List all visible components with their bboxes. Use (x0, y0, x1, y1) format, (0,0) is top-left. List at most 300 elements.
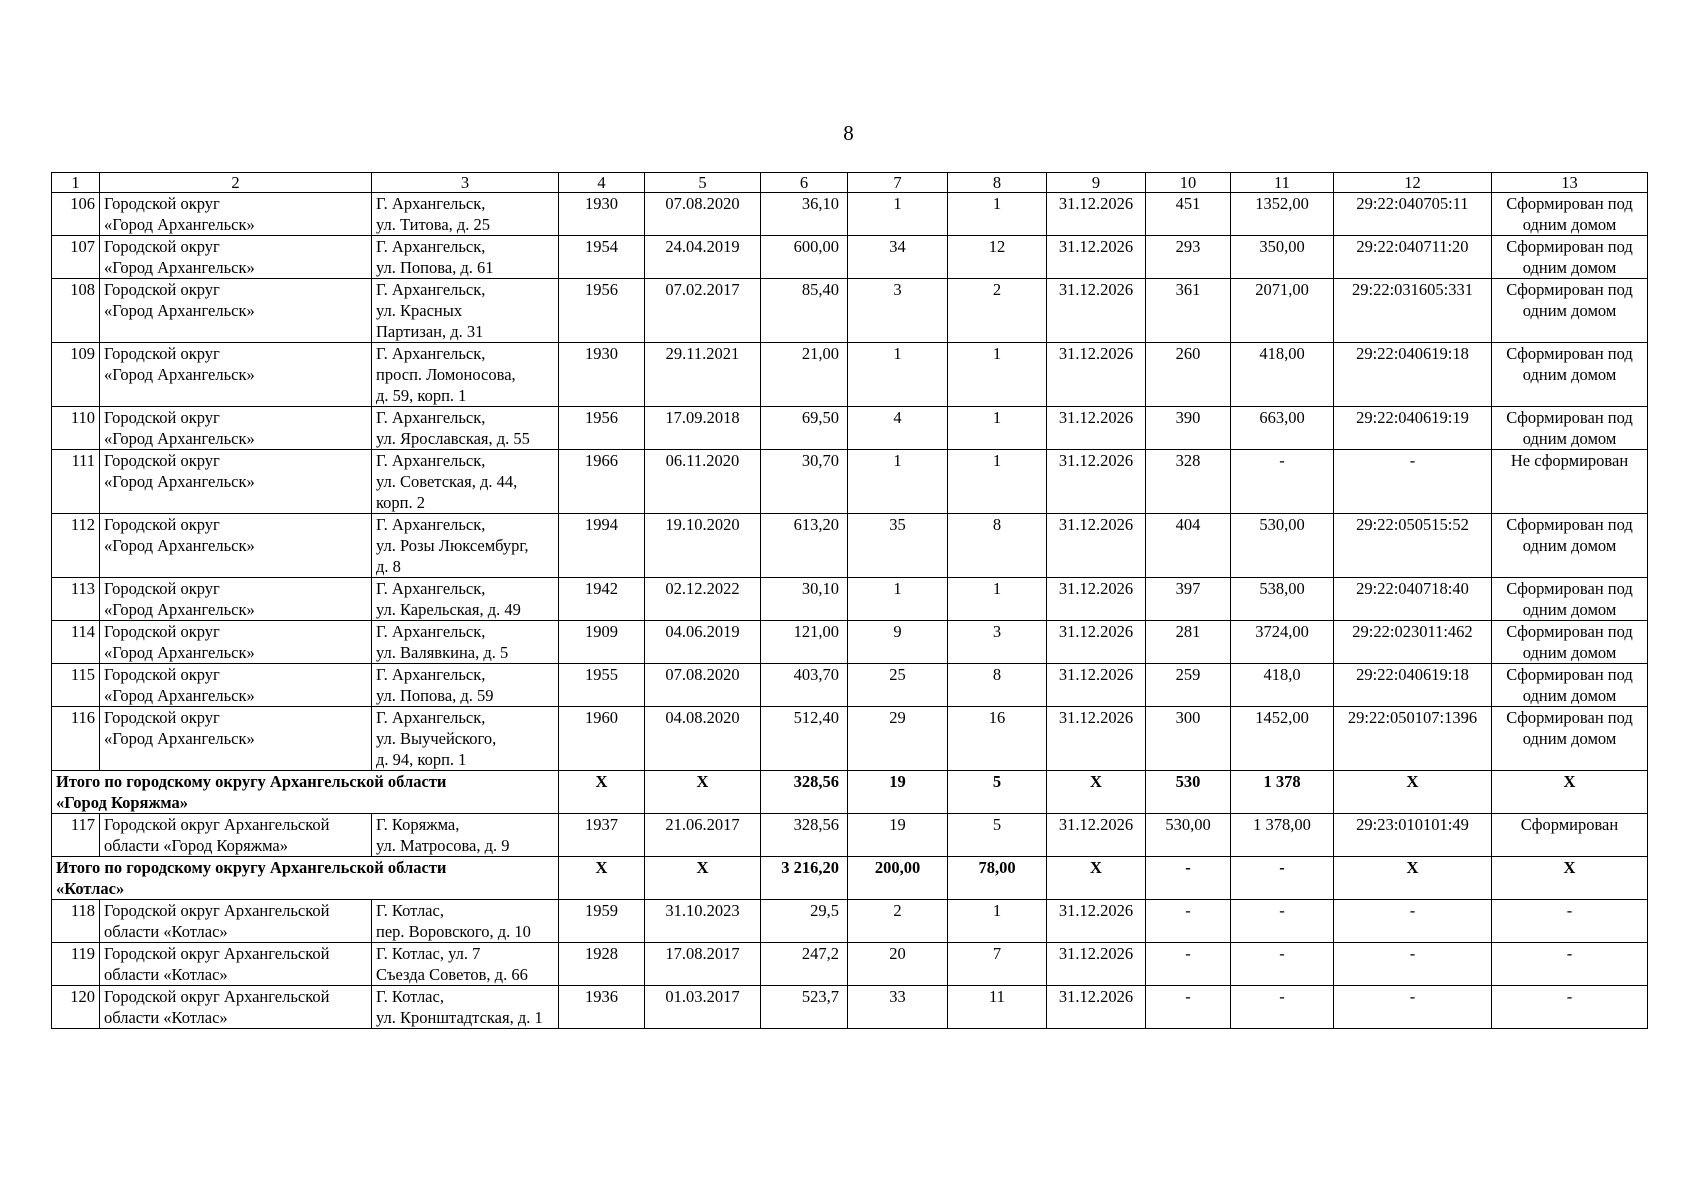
municipality-cell-line: «Город Архангельск» (104, 643, 255, 662)
column-number: 5 (645, 173, 761, 193)
area-cell: 30,10 (761, 578, 848, 621)
col7-cell: 20 (848, 943, 948, 986)
area-cell: 30,70 (761, 450, 848, 514)
column-number: 2 (100, 173, 372, 193)
col10-cell: 361 (1146, 279, 1231, 343)
cadastral-cell: 29:22:040619:18 (1334, 664, 1492, 707)
status-cell (1492, 236, 1648, 279)
col11-cell: - (1231, 857, 1334, 900)
year-cell: 1994 (559, 514, 645, 578)
deadline-cell: 31.12.2026 (1047, 279, 1146, 343)
municipality-cell-line: области «Котлас» (104, 1008, 228, 1027)
status-cell-line: Сформирован под (1506, 515, 1633, 534)
address-cell (372, 943, 559, 986)
status-cell (1492, 343, 1648, 407)
table-row (52, 621, 1648, 664)
status-cell (1492, 943, 1648, 986)
cadastral-cell: - (1334, 450, 1492, 514)
table-row (52, 450, 1648, 514)
deadline-cell: 31.12.2026 (1047, 664, 1146, 707)
col11-cell: - (1231, 450, 1334, 514)
subtotal-label-line: «Котлас» (56, 879, 125, 898)
subtotal-row (52, 857, 1648, 900)
column-number: 13 (1492, 173, 1648, 193)
municipality-cell (100, 407, 372, 450)
year-cell: 1955 (559, 664, 645, 707)
deadline-cell: 31.12.2026 (1047, 514, 1146, 578)
address-cell-line: ул. Титова, д. 25 (376, 215, 491, 234)
date-cell: 02.12.2022 (645, 578, 761, 621)
year-cell: 1954 (559, 236, 645, 279)
col8-cell: 3 (948, 621, 1047, 664)
cadastral-cell: 29:22:050107:1396 (1334, 707, 1492, 771)
municipality-cell-line: Городской округ (104, 344, 220, 363)
status-cell-line: одним домом (1522, 258, 1617, 277)
col10-cell: 451 (1146, 193, 1231, 236)
address-cell-line: Г. Архангельск, (376, 665, 486, 684)
col10-cell: 260 (1146, 343, 1231, 407)
municipality-cell-line: «Город Архангельск» (104, 429, 255, 448)
address-cell-line: Партизан, д. 31 (376, 322, 484, 341)
col8-cell: 16 (948, 707, 1047, 771)
col8-cell: 7 (948, 943, 1047, 986)
address-cell-line: Г. Архангельск, (376, 515, 486, 534)
cadastral-cell: X (1334, 771, 1492, 814)
municipality-cell (100, 943, 372, 986)
column-number: 10 (1146, 173, 1231, 193)
area-cell: 29,5 (761, 900, 848, 943)
address-cell-line: д. 8 (376, 557, 401, 576)
municipality-cell-line: Городской округ (104, 194, 220, 213)
housing-register-table (51, 172, 1648, 1029)
row-number: 118 (52, 900, 100, 943)
municipality-cell (100, 450, 372, 514)
area-cell: 512,40 (761, 707, 848, 771)
status-cell (1492, 193, 1648, 236)
col7-cell: 1 (848, 578, 948, 621)
municipality-cell-line: «Город Архангельск» (104, 472, 255, 491)
cadastral-cell: 29:22:031605:331 (1334, 279, 1492, 343)
date-cell: 04.08.2020 (645, 707, 761, 771)
col10-cell: 281 (1146, 621, 1231, 664)
year-cell: 1956 (559, 407, 645, 450)
municipality-cell (100, 279, 372, 343)
table-row (52, 814, 1648, 857)
subtotal-label-line: Итого по городскому округу Архангельской области (56, 858, 447, 877)
address-cell (372, 279, 559, 343)
municipality-cell-line: «Город Архангельск» (104, 686, 255, 705)
address-cell-line: Г. Котлас, (376, 901, 444, 920)
status-cell-line: одним домом (1522, 215, 1617, 234)
address-cell-line: Г. Архангельск, (376, 280, 486, 299)
page-number: 8 (843, 121, 854, 145)
year-cell: 1936 (559, 986, 645, 1029)
address-cell (372, 236, 559, 279)
address-cell-line: Г. Архангельск, (376, 237, 486, 256)
col8-cell: 1 (948, 450, 1047, 514)
municipality-cell-line: «Город Архангельск» (104, 215, 255, 234)
col8-cell: 8 (948, 664, 1047, 707)
area-cell: 21,00 (761, 343, 848, 407)
municipality-cell-line: Городской округ (104, 579, 220, 598)
address-cell-line: ул. Выучейского, (376, 729, 497, 748)
municipality-cell (100, 814, 372, 857)
area-cell: 85,40 (761, 279, 848, 343)
deadline-cell: 31.12.2026 (1047, 578, 1146, 621)
col10-cell: 259 (1146, 664, 1231, 707)
status-cell (1492, 621, 1648, 664)
year-cell: 1928 (559, 943, 645, 986)
table-row (52, 236, 1648, 279)
row-number: 113 (52, 578, 100, 621)
address-cell-line: ул. Розы Люксембург, (376, 536, 529, 555)
area-cell: 600,00 (761, 236, 848, 279)
col7-cell: 2 (848, 900, 948, 943)
col8-cell: 1 (948, 343, 1047, 407)
deadline-cell: 31.12.2026 (1047, 407, 1146, 450)
col8-cell: 78,00 (948, 857, 1047, 900)
col11-cell: - (1231, 943, 1334, 986)
status-cell-line: одним домом (1522, 429, 1617, 448)
col7-cell: 19 (848, 814, 948, 857)
col7-cell: 29 (848, 707, 948, 771)
municipality-cell-line: Городской округ (104, 280, 220, 299)
area-cell: 328,56 (761, 814, 848, 857)
area-cell: 121,00 (761, 621, 848, 664)
municipality-cell-line: «Город Архангельск» (104, 365, 255, 384)
municipality-cell-line: «Город Архангельск» (104, 536, 255, 555)
subtotal-label (52, 857, 559, 900)
municipality-cell-line: области «Город Коряжма» (104, 836, 288, 855)
col10-cell: - (1146, 986, 1231, 1029)
cadastral-cell: 29:23:010101:49 (1334, 814, 1492, 857)
municipality-cell-line: Городской округ Архангельской (104, 901, 330, 920)
address-cell (372, 450, 559, 514)
col11-cell: 418,0 (1231, 664, 1334, 707)
column-number-row (52, 173, 1648, 193)
date-cell: 21.06.2017 (645, 814, 761, 857)
status-cell-line: одним домом (1522, 301, 1617, 320)
table-row (52, 664, 1648, 707)
cadastral-cell: 29:22:050515:52 (1334, 514, 1492, 578)
col8-cell: 1 (948, 193, 1047, 236)
year-cell: 1956 (559, 279, 645, 343)
col11-cell: 2071,00 (1231, 279, 1334, 343)
table-row (52, 900, 1648, 943)
municipality-cell-line: Городской округ Архангельской (104, 944, 330, 963)
address-cell-line: Съезда Советов, д. 66 (376, 965, 528, 984)
column-number: 12 (1334, 173, 1492, 193)
deadline-cell: 31.12.2026 (1047, 193, 1146, 236)
col10-cell: - (1146, 857, 1231, 900)
row-number: 117 (52, 814, 100, 857)
col10-cell: - (1146, 900, 1231, 943)
table-row (52, 578, 1648, 621)
municipality-cell (100, 343, 372, 407)
municipality-cell (100, 621, 372, 664)
date-cell: 07.08.2020 (645, 193, 761, 236)
status-cell-line: одним домом (1522, 729, 1617, 748)
col11-cell: 1452,00 (1231, 707, 1334, 771)
col10-cell: 404 (1146, 514, 1231, 578)
status-cell-line: одним домом (1522, 643, 1617, 662)
cadastral-cell: X (1334, 857, 1492, 900)
address-cell-line: ул. Карельская, д. 49 (376, 600, 521, 619)
cadastral-cell: 29:22:040619:18 (1334, 343, 1492, 407)
subtotal-label-line: «Город Коряжма» (56, 793, 189, 812)
deadline-cell: 31.12.2026 (1047, 343, 1146, 407)
cadastral-cell: - (1334, 900, 1492, 943)
municipality-cell-line: «Город Архангельск» (104, 600, 255, 619)
status-cell-line: одним домом (1522, 686, 1617, 705)
col10-cell: 293 (1146, 236, 1231, 279)
status-cell-line: - (1566, 901, 1573, 920)
status-cell (1492, 578, 1648, 621)
col11-cell: 1352,00 (1231, 193, 1334, 236)
cadastral-cell: 29:22:040718:40 (1334, 578, 1492, 621)
table-row (52, 986, 1648, 1029)
col8-cell: 12 (948, 236, 1047, 279)
date-cell: X (645, 857, 761, 900)
municipality-cell-line: «Город Архангельск» (104, 258, 255, 277)
address-cell (372, 986, 559, 1029)
col7-cell: 1 (848, 193, 948, 236)
table-row (52, 343, 1648, 407)
address-cell-line: пер. Воровского, д. 10 (376, 922, 531, 941)
subtotal-label (52, 771, 559, 814)
municipality-cell-line: области «Котлас» (104, 965, 228, 984)
row-number: 120 (52, 986, 100, 1029)
col10-cell: - (1146, 943, 1231, 986)
column-number: 4 (559, 173, 645, 193)
cadastral-cell: 29:22:040705:11 (1334, 193, 1492, 236)
col8-cell: 11 (948, 986, 1047, 1029)
municipality-cell-line: Городской округ Архангельской (104, 815, 330, 834)
municipality-cell (100, 707, 372, 771)
year-cell: 1937 (559, 814, 645, 857)
municipality-cell-line: Городской округ (104, 408, 220, 427)
deadline-cell: 31.12.2026 (1047, 814, 1146, 857)
column-number: 9 (1047, 173, 1146, 193)
status-cell-line: Сформирован под (1506, 280, 1633, 299)
date-cell: 17.08.2017 (645, 943, 761, 986)
address-cell-line: ул. Советская, д. 44, (376, 472, 518, 491)
municipality-cell (100, 578, 372, 621)
address-cell (372, 514, 559, 578)
address-cell (372, 578, 559, 621)
col8-cell: 8 (948, 514, 1047, 578)
address-cell-line: д. 59, корп. 1 (376, 386, 467, 405)
col7-cell: 33 (848, 986, 948, 1029)
municipality-cell-line: области «Котлас» (104, 922, 228, 941)
municipality-cell (100, 236, 372, 279)
date-cell: 04.06.2019 (645, 621, 761, 664)
subtotal-label-line: Итого по городскому округу Архангельской области (56, 772, 447, 791)
row-number: 112 (52, 514, 100, 578)
address-cell (372, 664, 559, 707)
address-cell-line: Г. Котлас, ул. 7 (376, 944, 481, 963)
col10-cell: 300 (1146, 707, 1231, 771)
address-cell-line: Г. Архангельск, (376, 408, 486, 427)
col10-cell: 390 (1146, 407, 1231, 450)
col7-cell: 1 (848, 450, 948, 514)
address-cell-line: Г. Архангельск, (376, 579, 486, 598)
address-cell-line: Г. Коряжма, (376, 815, 460, 834)
col11-cell: 1 378,00 (1231, 814, 1334, 857)
address-cell-line: Г. Архангельск, (376, 194, 486, 213)
deadline-cell: 31.12.2026 (1047, 450, 1146, 514)
address-cell-line: Г. Архангельск, (376, 622, 486, 641)
date-cell: 07.08.2020 (645, 664, 761, 707)
date-cell: 01.03.2017 (645, 986, 761, 1029)
row-number: 111 (52, 450, 100, 514)
area-cell: 403,70 (761, 664, 848, 707)
row-number: 109 (52, 343, 100, 407)
row-number: 108 (52, 279, 100, 343)
address-cell (372, 814, 559, 857)
status-cell-line: Сформирован под (1506, 622, 1633, 641)
status-cell (1492, 857, 1648, 900)
municipality-cell-line: Городской округ (104, 451, 220, 470)
cadastral-cell: 29:22:040619:19 (1334, 407, 1492, 450)
row-number: 106 (52, 193, 100, 236)
municipality-cell (100, 986, 372, 1029)
municipality-cell (100, 664, 372, 707)
status-cell (1492, 771, 1648, 814)
col10-cell: 328 (1146, 450, 1231, 514)
col7-cell: 200,00 (848, 857, 948, 900)
address-cell (372, 900, 559, 943)
col8-cell: 1 (948, 407, 1047, 450)
deadline-cell: 31.12.2026 (1047, 900, 1146, 943)
deadline-cell: 31.12.2026 (1047, 621, 1146, 664)
col7-cell: 25 (848, 664, 948, 707)
municipality-cell-line: «Город Архангельск» (104, 729, 255, 748)
col7-cell: 1 (848, 343, 948, 407)
municipality-cell-line: Городской округ (104, 708, 220, 727)
municipality-cell-line: Городской округ (104, 237, 220, 256)
municipality-cell (100, 900, 372, 943)
address-cell-line: Г. Котлас, (376, 987, 444, 1006)
year-cell: 1960 (559, 707, 645, 771)
date-cell: 31.10.2023 (645, 900, 761, 943)
status-cell-line: Сформирован под (1506, 237, 1633, 256)
column-number: 8 (948, 173, 1047, 193)
status-cell-line: - (1566, 944, 1573, 963)
status-cell (1492, 514, 1648, 578)
address-cell-line: ул. Красных (376, 301, 463, 320)
year-cell: 1930 (559, 193, 645, 236)
year-cell: 1942 (559, 578, 645, 621)
col7-cell: 35 (848, 514, 948, 578)
table-row (52, 707, 1648, 771)
col11-cell: - (1231, 900, 1334, 943)
municipality-cell (100, 193, 372, 236)
row-number: 115 (52, 664, 100, 707)
address-cell-line: Г. Архангельск, (376, 451, 486, 470)
col7-cell: 19 (848, 771, 948, 814)
cadastral-cell: 29:22:023011:462 (1334, 621, 1492, 664)
col11-cell: 418,00 (1231, 343, 1334, 407)
row-number: 119 (52, 943, 100, 986)
area-cell: 69,50 (761, 407, 848, 450)
col8-cell: 1 (948, 578, 1047, 621)
date-cell: 17.09.2018 (645, 407, 761, 450)
col11-cell: 350,00 (1231, 236, 1334, 279)
col8-cell: 5 (948, 814, 1047, 857)
col11-cell: - (1231, 986, 1334, 1029)
address-cell (372, 193, 559, 236)
deadline-cell: X (1047, 771, 1146, 814)
address-cell-line: Г. Архангельск, (376, 708, 486, 727)
deadline-cell: 31.12.2026 (1047, 707, 1146, 771)
status-cell-line: одним домом (1522, 600, 1617, 619)
address-cell-line: ул. Попова, д. 59 (376, 686, 494, 705)
date-cell: 24.04.2019 (645, 236, 761, 279)
address-cell-line: ул. Попова, д. 61 (376, 258, 494, 277)
address-cell-line: ул. Ярославская, д. 55 (376, 429, 530, 448)
subtotal-row (52, 771, 1648, 814)
status-cell (1492, 279, 1648, 343)
table-row (52, 943, 1648, 986)
row-number: 110 (52, 407, 100, 450)
address-cell-line: корп. 2 (376, 493, 426, 512)
col10-cell: 397 (1146, 578, 1231, 621)
col11-cell: 1 378 (1231, 771, 1334, 814)
area-cell: 36,10 (761, 193, 848, 236)
status-cell-line: Сформирован под (1506, 708, 1633, 727)
col7-cell: 34 (848, 236, 948, 279)
status-cell-line: Сформирован под (1506, 194, 1633, 213)
column-number: 3 (372, 173, 559, 193)
year-cell: X (559, 771, 645, 814)
status-cell (1492, 986, 1648, 1029)
row-number: 116 (52, 707, 100, 771)
status-cell-line: X (1563, 858, 1576, 877)
col8-cell: 2 (948, 279, 1047, 343)
date-cell: 06.11.2020 (645, 450, 761, 514)
area-cell: 328,56 (761, 771, 848, 814)
address-cell (372, 707, 559, 771)
date-cell: 19.10.2020 (645, 514, 761, 578)
col11-cell: 3724,00 (1231, 621, 1334, 664)
table-row (52, 193, 1648, 236)
area-cell: 247,2 (761, 943, 848, 986)
status-cell (1492, 407, 1648, 450)
date-cell: X (645, 771, 761, 814)
col8-cell: 5 (948, 771, 1047, 814)
col10-cell: 530,00 (1146, 814, 1231, 857)
address-cell-line: ул. Матросова, д. 9 (376, 836, 510, 855)
table-row (52, 514, 1648, 578)
status-cell-line: Сформирован под (1506, 344, 1633, 363)
cadastral-cell: 29:22:040711:20 (1334, 236, 1492, 279)
date-cell: 29.11.2021 (645, 343, 761, 407)
area-cell: 613,20 (761, 514, 848, 578)
column-number: 7 (848, 173, 948, 193)
status-cell (1492, 707, 1648, 771)
col11-cell: 538,00 (1231, 578, 1334, 621)
col7-cell: 3 (848, 279, 948, 343)
status-cell-line: Сформирован (1520, 815, 1619, 834)
status-cell (1492, 664, 1648, 707)
address-cell-line: просп. Ломоносова, (376, 365, 516, 384)
address-cell (372, 621, 559, 664)
address-cell-line: Г. Архангельск, (376, 344, 486, 363)
status-cell-line: Не сформирован (1510, 451, 1629, 470)
status-cell-line: одним домом (1522, 365, 1617, 384)
column-number: 11 (1231, 173, 1334, 193)
